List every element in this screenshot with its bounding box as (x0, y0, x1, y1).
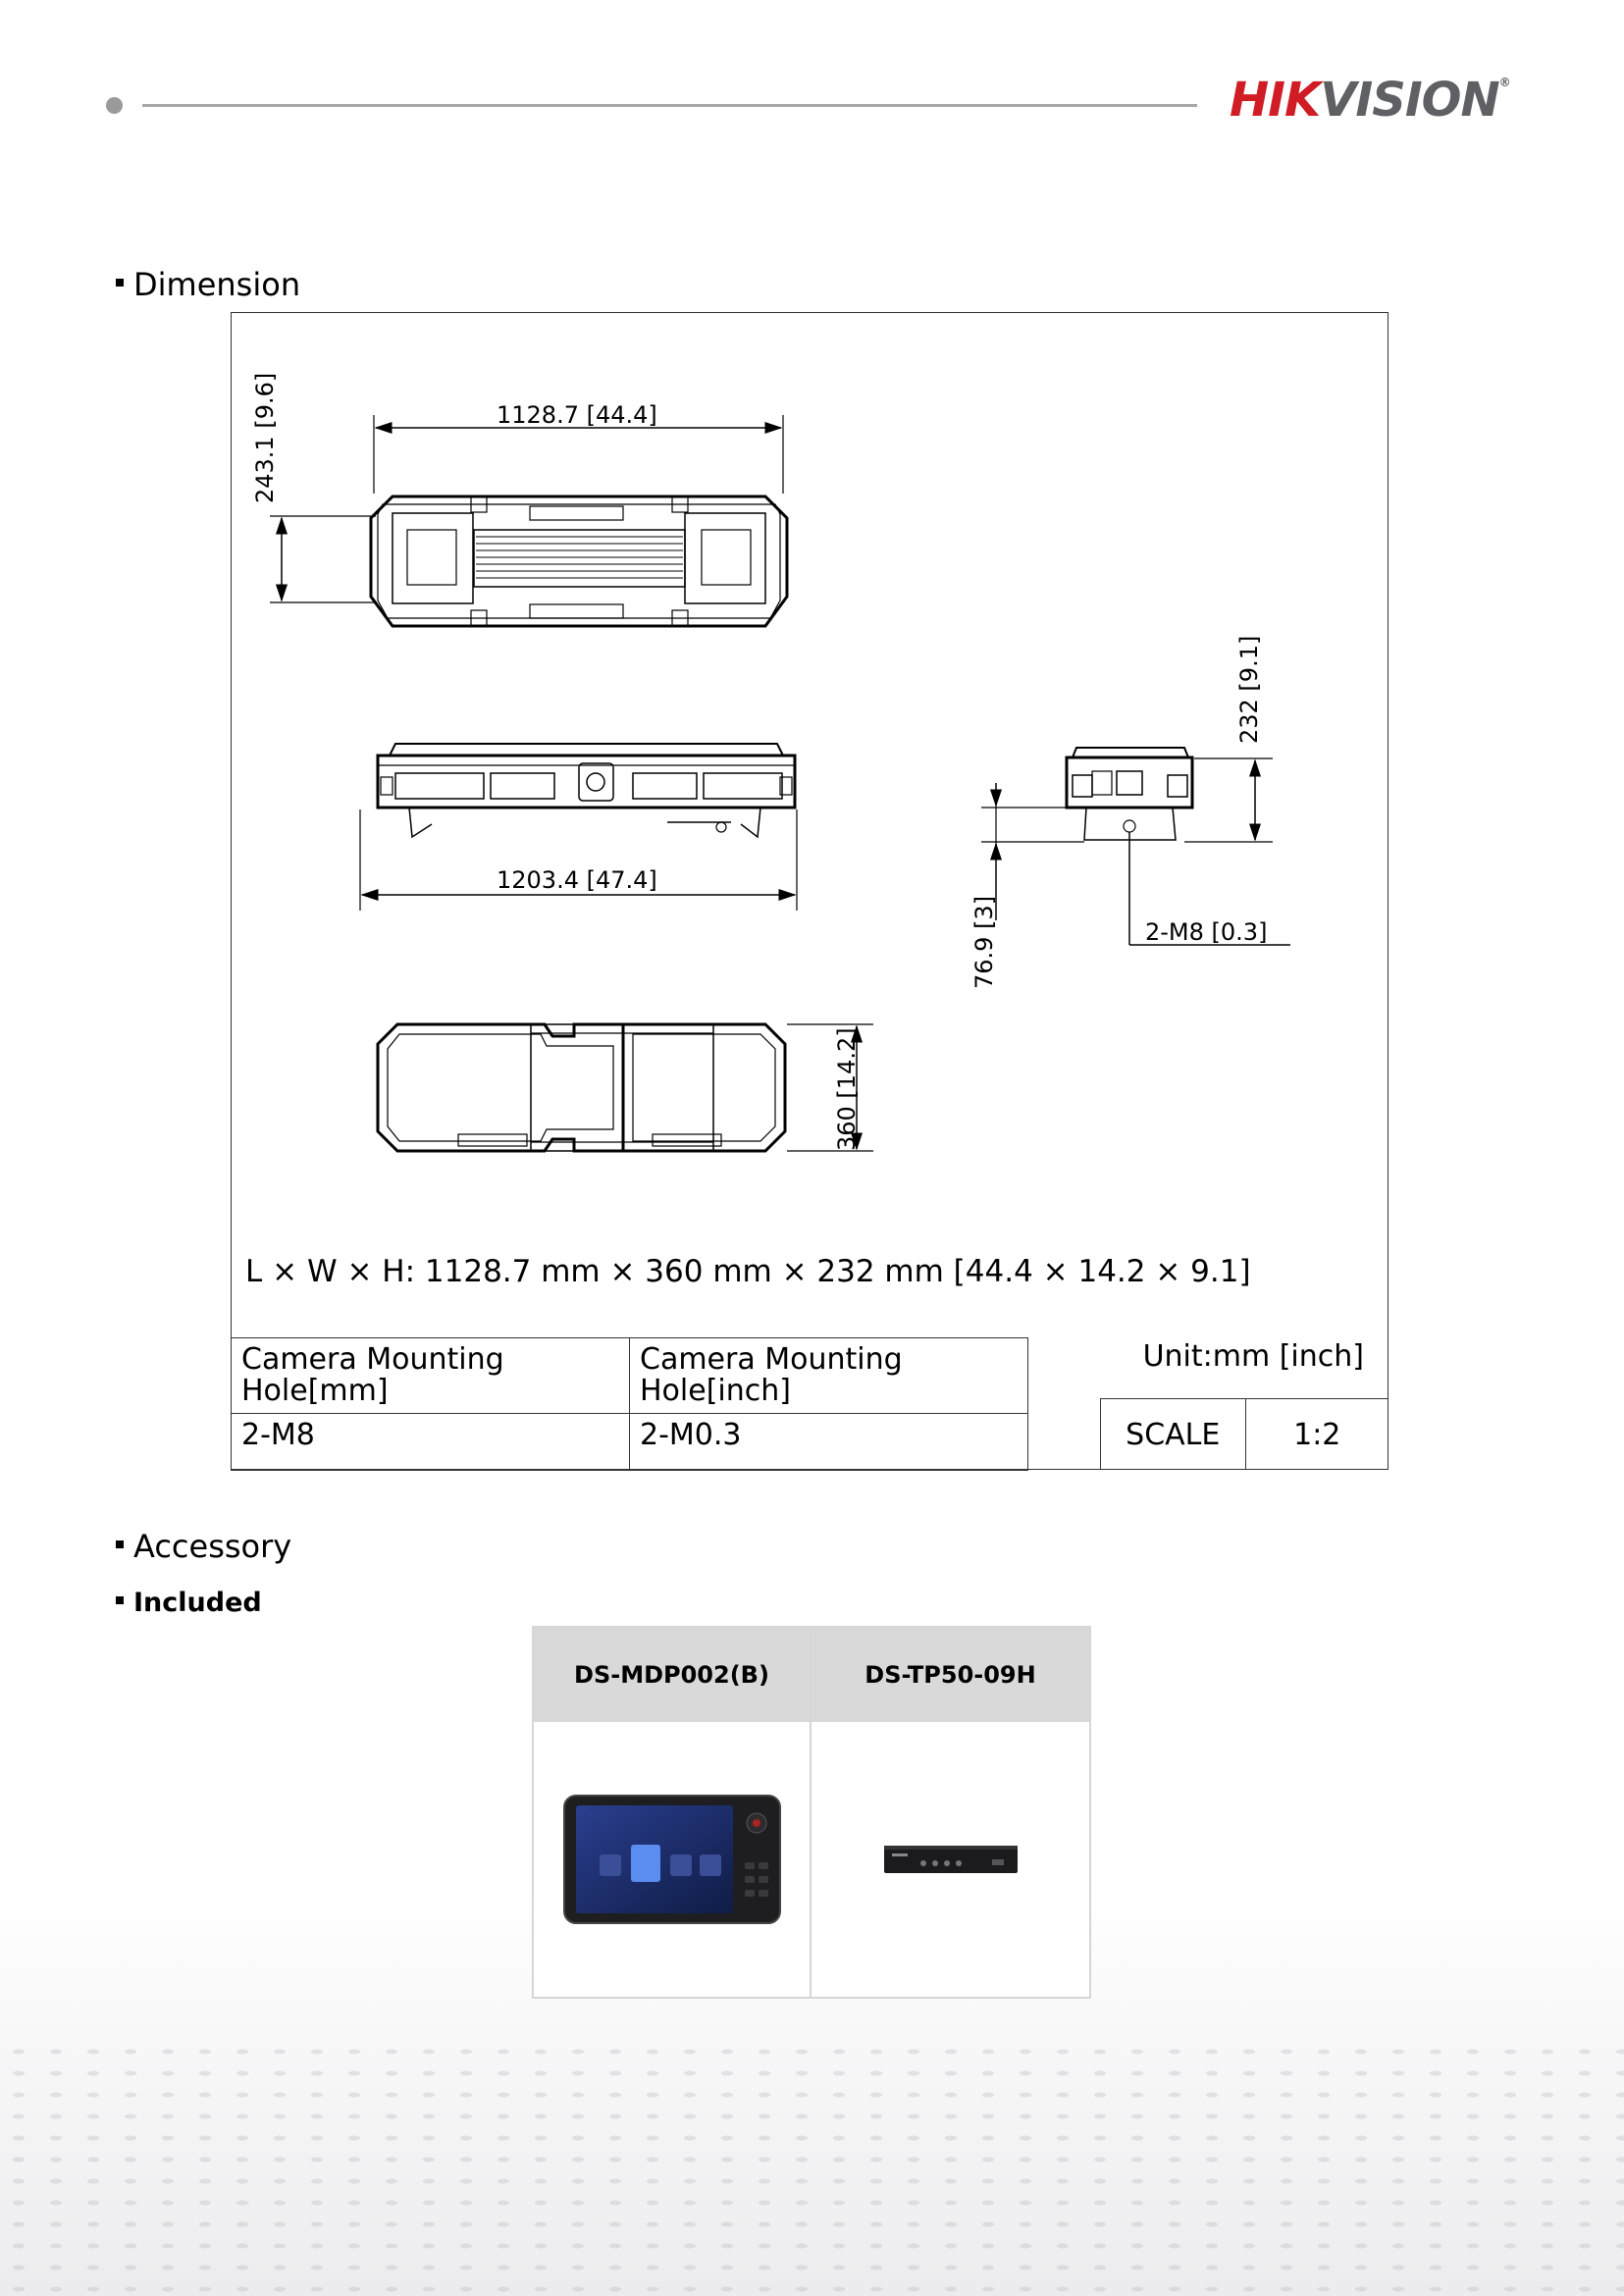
value-cell-inch: 2-M0.3 (630, 1414, 1028, 1471)
page-background-dots (0, 2041, 1624, 2296)
top-view (250, 312, 787, 626)
header-cell-inch: Camera Mounting Hole[inch] (630, 1338, 1028, 1414)
scale-label: SCALE (1101, 1399, 1246, 1470)
accessory-table (532, 1626, 1091, 1999)
tablet-device-icon (562, 1794, 782, 1925)
hikvision-logo (1230, 73, 1510, 128)
logo-part-gray: VISION (1320, 73, 1499, 128)
side-height-label: 232 [9.1] (1235, 635, 1263, 744)
table-row (232, 1414, 1028, 1471)
top-width-label: 1128.7 [44.4] (497, 401, 657, 429)
dimension-section-title (116, 266, 301, 303)
black-box-device-icon (882, 1840, 1020, 1879)
bottom-depth-label: 360 [14.2] (833, 1027, 861, 1151)
accessory-image-cell (812, 1722, 1089, 1997)
top-height-label: 243.1 [9.6] (251, 372, 279, 503)
table-row (232, 1338, 1028, 1414)
accessory-model-header: DS-MDP002(B) (534, 1628, 812, 1722)
scale-box (1100, 1398, 1388, 1470)
side-hole-label: 2-M8 [0.3] (1145, 918, 1268, 946)
header-rule (142, 104, 1197, 107)
accessory-section-title (116, 1528, 292, 1565)
header-cell-mm: Camera Mounting Hole[mm] (232, 1338, 630, 1414)
bottom-view (378, 1024, 873, 1151)
mounting-hole-table (231, 1337, 1028, 1471)
accessory-title-text: Accessory (133, 1528, 292, 1565)
logo-registered-mark: ® (1498, 76, 1510, 89)
included-subtitle (116, 1590, 262, 1616)
logo-part-red: HIK (1230, 73, 1321, 128)
accessory-model-header: DS-TP50-09H (812, 1628, 1089, 1722)
bullet-icon (116, 279, 124, 287)
accessory-image-cell (534, 1722, 812, 1997)
front-width-label: 1203.4 [47.4] (497, 866, 657, 894)
dimension-title-text: Dimension (133, 266, 301, 303)
value-cell-mm: 2-M8 (232, 1414, 630, 1471)
side-view (981, 748, 1290, 945)
unit-label: Unit:mm [inch] (1142, 1339, 1364, 1374)
dimension-drawing (231, 312, 1388, 1342)
bullet-icon (116, 1596, 124, 1604)
included-subtitle-text: Included (133, 1588, 262, 1618)
scale-value: 1:2 (1293, 1417, 1341, 1452)
header-dot (106, 97, 123, 114)
bullet-icon (116, 1540, 124, 1548)
overall-dimensions-text: L × W × H: 1128.7 mm × 360 mm × 232 mm [44.4 × 14.2 × 9.1] (245, 1254, 1251, 1289)
side-foot-label: 76.9 [3] (970, 895, 998, 989)
